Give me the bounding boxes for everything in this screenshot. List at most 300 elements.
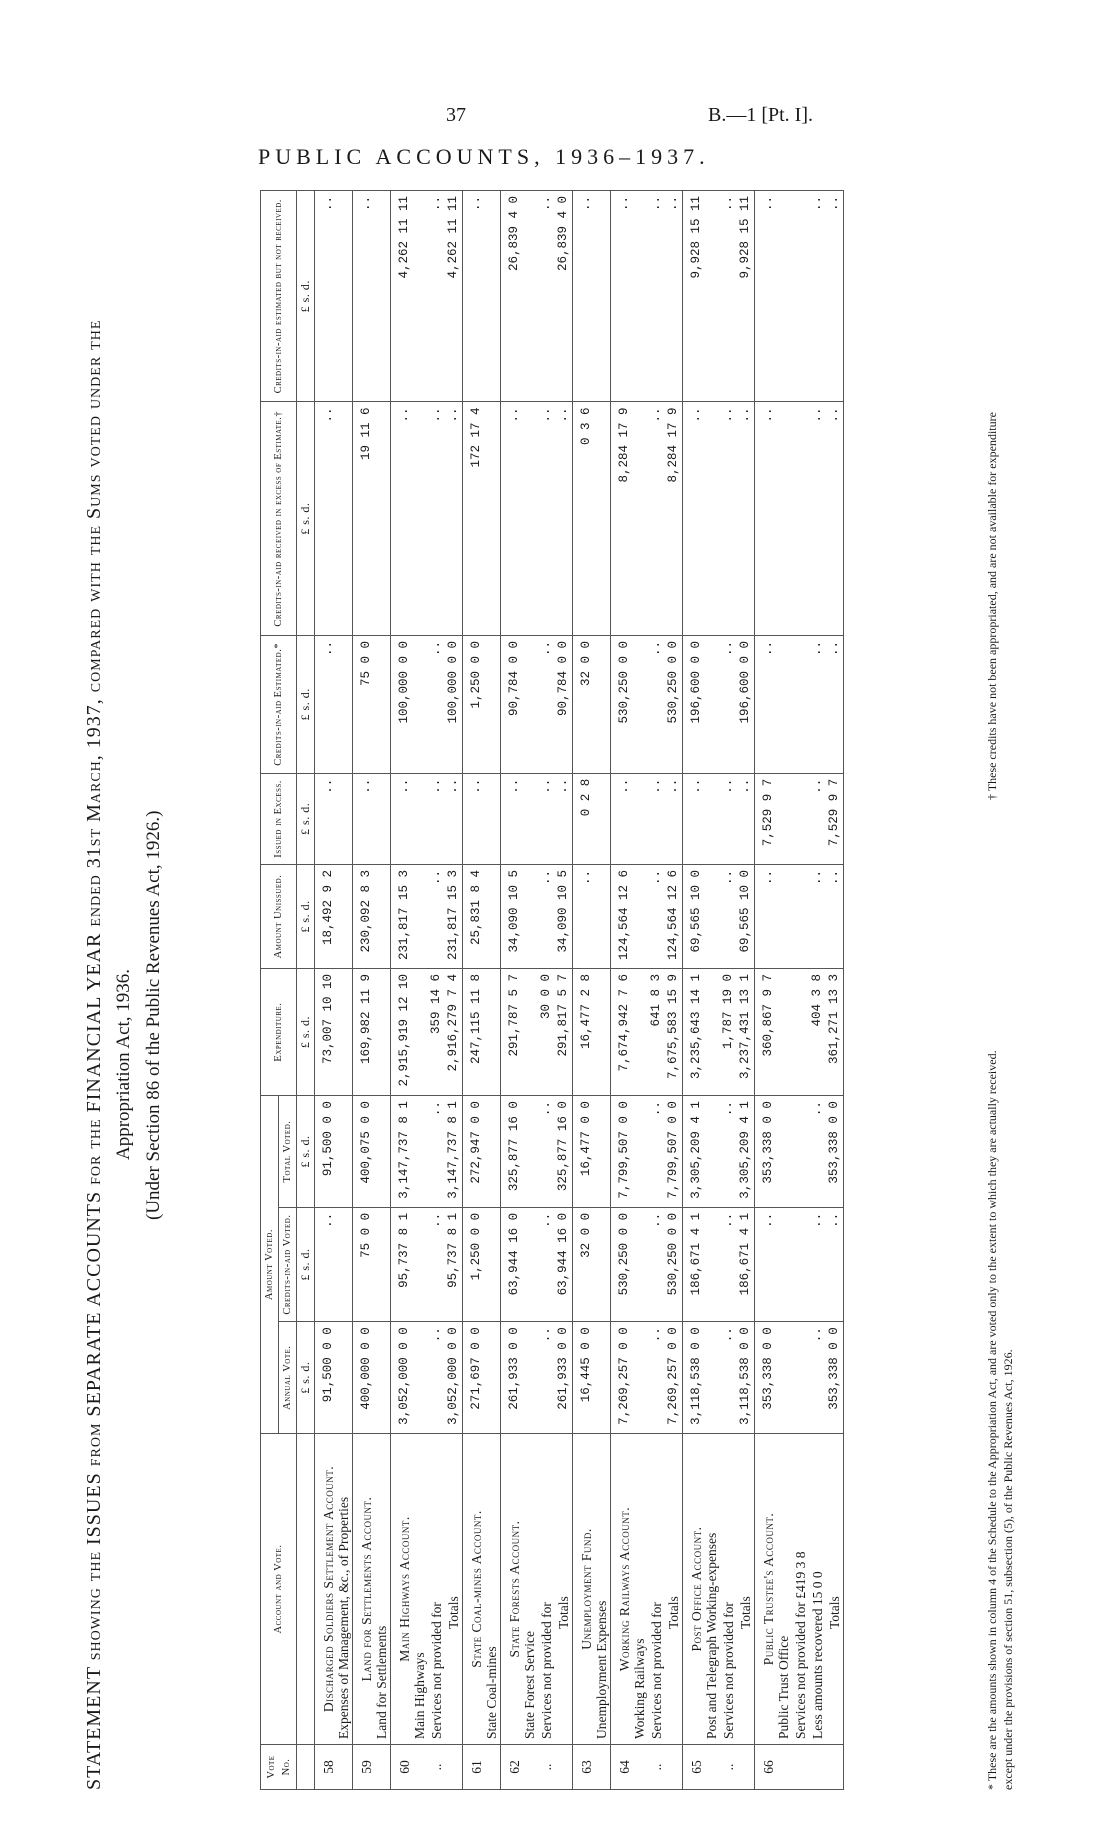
- cia-voted-value: ..: [826, 1207, 844, 1321]
- vote-description: State Coal-mines: [484, 1646, 499, 1739]
- vote-number: [809, 1745, 826, 1790]
- cia-estimated-value: ..: [755, 635, 793, 773]
- vote-number: [555, 1745, 573, 1790]
- totals-label: Totals: [827, 1596, 842, 1629]
- cia-voted-value: 186,671 4 1: [683, 1207, 721, 1321]
- cia-not-received-value: [792, 191, 809, 402]
- units-label: £ s. d.: [297, 968, 315, 1095]
- cia-received-excess-value: ..: [315, 402, 353, 635]
- cia-received-excess-value: ..: [755, 402, 793, 635]
- amount-unissued-value: ..: [538, 865, 555, 969]
- totals-label: Totals: [738, 1596, 753, 1629]
- account-cell: [683, 1434, 721, 1745]
- account-cell: [391, 1434, 429, 1745]
- expenditure-value: 2,916,279 7 4: [445, 968, 463, 1095]
- expenditure-value: 291,817 5 7: [555, 968, 573, 1095]
- cia-not-received-value: 4,262 11 11: [445, 191, 463, 402]
- issued-in-excess-value: ..: [737, 773, 755, 864]
- totals-row: [665, 191, 683, 1790]
- col-amount-voted: Amount Voted.: [261, 1096, 279, 1434]
- cia-voted-value: ..: [428, 1207, 445, 1321]
- total-voted-value: ..: [538, 1096, 555, 1208]
- amount-unissued-value: 18,492 9 2: [315, 865, 353, 969]
- cia-received-excess-value: 8,284 17 9: [611, 402, 649, 635]
- amount-unissued-value: ..: [755, 865, 793, 969]
- expenditure-value: 359 14 6: [428, 968, 445, 1095]
- vote-description: Services not provided for £419 3 8: [793, 1551, 808, 1739]
- vote-description: Services not provided for: [429, 1602, 444, 1739]
- table-row: [683, 191, 721, 1790]
- cia-voted-value: 63,944 16 0: [501, 1207, 539, 1321]
- cia-voted-value: [792, 1207, 809, 1321]
- total-voted-value: 3,147,737 8 1: [445, 1096, 463, 1208]
- footnote-star: * These are the amounts shown in column 4 of the Schedule to the Appropriation Act, and are voted only to the extent to which they are actually received.: [985, 1050, 999, 1790]
- issued-in-excess-value: ..: [428, 773, 445, 864]
- vote-number: ..: [648, 1745, 665, 1790]
- cia-not-received-value: ..: [755, 191, 793, 402]
- totals-row: [737, 191, 755, 1790]
- total-voted-value: ..: [648, 1096, 665, 1208]
- amount-unissued-value: 25,831 8 4: [463, 865, 501, 969]
- cia-received-excess-value: 172 17 4: [463, 402, 501, 635]
- total-voted-value: ..: [809, 1096, 826, 1208]
- vote-number: 62: [501, 1745, 539, 1790]
- account-cell: [648, 1434, 665, 1745]
- amount-unissued-value: ..: [428, 865, 445, 969]
- vote-number: [737, 1745, 755, 1790]
- table-row: [428, 191, 445, 1790]
- total-voted-value: 7,799,507 0 0: [611, 1096, 649, 1208]
- vote-number: [665, 1745, 683, 1790]
- account-cell: [737, 1434, 755, 1745]
- cia-estimated-value: 196,600 0 0: [683, 635, 721, 773]
- annual-vote-value: ..: [720, 1322, 737, 1434]
- col-issued-in-excess: Issued in Excess.: [261, 773, 297, 864]
- cia-not-received-value: ..: [573, 191, 611, 402]
- annual-vote-value: 3,118,538 0 0: [683, 1322, 721, 1434]
- annual-vote-value: 16,445 0 0: [573, 1322, 611, 1434]
- cia-not-received-value: 4,262 11 11: [391, 191, 429, 402]
- amount-unissued-value: 230,092 8 3: [353, 865, 391, 969]
- cia-not-received-value: 9,928 15 11: [737, 191, 755, 402]
- annual-vote-value: 7,269,257 0 0: [665, 1322, 683, 1434]
- cia-estimated-value: 32 0 0: [573, 635, 611, 773]
- total-voted-value: 353,338 0 0: [755, 1096, 793, 1208]
- account-heading: State Coal-mines Account.: [469, 1510, 484, 1668]
- total-voted-value: 325,877 16 0: [501, 1096, 539, 1208]
- table-row: [353, 191, 391, 1790]
- annual-vote-value: ..: [809, 1322, 826, 1434]
- cia-estimated-value: ..: [826, 635, 844, 773]
- totals-label: Totals: [446, 1596, 461, 1629]
- issued-in-excess-value: ..: [683, 773, 721, 864]
- account-cell: [573, 1434, 611, 1745]
- statement-title-act: Appropriation Act, 1936.: [113, 968, 134, 1160]
- vote-description: Land for Settlements: [374, 1625, 389, 1739]
- table-row: [501, 191, 539, 1790]
- vote-number: ..: [538, 1745, 555, 1790]
- issued-in-excess-value: ..: [538, 773, 555, 864]
- cia-estimated-value: ..: [428, 635, 445, 773]
- cia-voted-value: ..: [755, 1207, 793, 1321]
- total-voted-value: 3,147,737 8 1: [391, 1096, 429, 1208]
- expenditure-value: 7,675,583 15 9: [665, 968, 683, 1095]
- table-row: [315, 191, 353, 1790]
- account-cell: [755, 1434, 793, 1745]
- expenditure-value: 291,787 5 7: [501, 968, 539, 1095]
- cia-voted-value: 63,944 16 0: [555, 1207, 573, 1321]
- cia-estimated-value: 100,000 0 0: [391, 635, 429, 773]
- vote-description: Post and Telegraph Working-expenses: [704, 1532, 719, 1739]
- annual-vote-value: 3,118,538 0 0: [737, 1322, 755, 1434]
- total-voted-value: 272,947 0 0: [463, 1096, 501, 1208]
- account-heading: Discharged Soldiers Settlement Account.: [321, 1465, 336, 1713]
- cia-estimated-value: ..: [720, 635, 737, 773]
- issued-in-excess-value: ..: [353, 773, 391, 864]
- total-voted-value: ..: [720, 1096, 737, 1208]
- cia-received-excess-value: ..: [538, 402, 555, 635]
- issued-in-excess-value: [792, 773, 809, 864]
- cia-not-received-value: ..: [353, 191, 391, 402]
- cia-received-excess-value: [792, 402, 809, 635]
- amount-unissued-value: ..: [809, 865, 826, 969]
- units-label: £ s. d.: [297, 865, 315, 969]
- cia-not-received-value: 26,839 4 0: [501, 191, 539, 402]
- cia-received-excess-value: ..: [555, 402, 573, 635]
- vote-description: Services not provided for: [539, 1602, 554, 1739]
- annual-vote-value: 261,933 0 0: [501, 1322, 539, 1434]
- account-heading: Main Highways Account.: [397, 1516, 412, 1662]
- cia-not-received-value: ..: [720, 191, 737, 402]
- issued-in-excess-value: ..: [720, 773, 737, 864]
- vote-number: 59: [353, 1745, 391, 1790]
- units-label: £ s. d.: [297, 635, 315, 773]
- account-heading: Land for Settlements Account.: [359, 1496, 374, 1682]
- cia-estimated-value: 90,784 0 0: [501, 635, 539, 773]
- amount-unissued-value: ..: [648, 865, 665, 969]
- col-amount-unissued: Amount Unissued.: [261, 865, 297, 969]
- vote-number: 66: [755, 1745, 793, 1790]
- annual-vote-value: 400,000 0 0: [353, 1322, 391, 1434]
- table-row: [611, 191, 649, 1790]
- account-heading: State Forests Account.: [507, 1520, 522, 1658]
- cia-estimated-value: ..: [315, 635, 353, 773]
- issued-in-excess-value: ..: [391, 773, 429, 864]
- annual-vote-value: 261,933 0 0: [555, 1322, 573, 1434]
- annual-vote-value: 3,052,000 0 0: [445, 1322, 463, 1434]
- col-account-and-vote: Account and Vote.: [261, 1434, 297, 1745]
- issued-in-excess-value: ..: [648, 773, 665, 864]
- total-voted-value: 400,075 0 0: [353, 1096, 391, 1208]
- vote-number: ..: [720, 1745, 737, 1790]
- vote-description: Public Trust Office: [776, 1635, 791, 1739]
- vote-description: Unemployment Expenses: [594, 1600, 609, 1739]
- vote-description: Less amounts recovered 15 0 0: [810, 1571, 825, 1739]
- issued-in-excess-value: ..: [555, 773, 573, 864]
- col-credits-in-aid-not-received: Credits-in-aid estimated but not received.: [261, 191, 297, 402]
- expenditure-value: [792, 968, 809, 1095]
- cia-voted-value: 1,250 0 0: [463, 1207, 501, 1321]
- table-row: [463, 191, 501, 1790]
- expenditure-value: 361,271 13 3: [826, 968, 844, 1095]
- page-reference: B.—1 [Pt. I].: [708, 104, 813, 126]
- cia-voted-value: 95,737 8 1: [445, 1207, 463, 1321]
- units-label: £ s. d.: [297, 1322, 315, 1434]
- account-cell: [555, 1434, 573, 1745]
- cia-not-received-value: ..: [428, 191, 445, 402]
- account-heading: Public Trustee's Account.: [761, 1512, 776, 1666]
- amount-unissued-value: 69,565 10 0: [737, 865, 755, 969]
- issued-in-excess-value: ..: [463, 773, 501, 864]
- cia-voted-value: 75 0 0: [353, 1207, 391, 1321]
- annual-vote-value: 353,338 0 0: [755, 1322, 793, 1434]
- vote-description: Main Highways: [412, 1652, 427, 1739]
- issued-in-excess-value: ..: [445, 773, 463, 864]
- expenditure-value: 169,982 11 9: [353, 968, 391, 1095]
- col-credits-in-aid-voted: Credits-in-aid Voted.: [279, 1207, 297, 1321]
- account-cell: [463, 1434, 501, 1745]
- vote-number: [445, 1745, 463, 1790]
- table-row: [538, 191, 555, 1790]
- page-number: 37: [446, 104, 466, 126]
- issued-in-excess-value: ..: [665, 773, 683, 864]
- account-cell: [445, 1434, 463, 1745]
- units-label: £ s. d.: [297, 1096, 315, 1208]
- cia-received-excess-value: ..: [391, 402, 429, 635]
- cia-voted-value: ..: [315, 1207, 353, 1321]
- cia-estimated-value: 90,784 0 0: [555, 635, 573, 773]
- col-expenditure: Expenditure.: [261, 968, 297, 1095]
- units-label: £ s. d.: [297, 402, 315, 635]
- cia-estimated-value: ..: [538, 635, 555, 773]
- expenditure-value: 641 8 3: [648, 968, 665, 1095]
- total-voted-value: 7,799,507 0 0: [665, 1096, 683, 1208]
- vote-number: [792, 1745, 809, 1790]
- totals-label: Totals: [556, 1596, 571, 1629]
- expenditure-value: 30 0 0: [538, 968, 555, 1095]
- vote-number: 58: [315, 1745, 353, 1790]
- total-voted-value: 16,477 0 0: [573, 1096, 611, 1208]
- annual-vote-value: 3,052,000 0 0: [391, 1322, 429, 1434]
- account-cell: [501, 1434, 539, 1745]
- amount-unissued-value: 231,817 15 3: [391, 865, 429, 969]
- account-cell: [665, 1434, 683, 1745]
- cia-estimated-value: 75 0 0: [353, 635, 391, 773]
- cia-voted-value: 530,250 0 0: [665, 1207, 683, 1321]
- cia-received-excess-value: ..: [809, 402, 826, 635]
- cia-estimated-value: ..: [809, 635, 826, 773]
- issues-table: [260, 190, 844, 1790]
- issued-in-excess-value: 7,529 9 7: [755, 773, 793, 864]
- cia-estimated-value: 1,250 0 0: [463, 635, 501, 773]
- annual-vote-value: 353,338 0 0: [826, 1322, 844, 1434]
- annual-vote-value: 271,697 0 0: [463, 1322, 501, 1434]
- units-label: £ s. d.: [297, 191, 315, 402]
- cia-voted-value: 95,737 8 1: [391, 1207, 429, 1321]
- vote-description: Services not provided for: [721, 1602, 736, 1739]
- units-spacer: [297, 1745, 315, 1790]
- cia-not-received-value: ..: [538, 191, 555, 402]
- vote-number: [826, 1745, 844, 1790]
- annual-vote-value: [792, 1322, 809, 1434]
- table-row: [792, 191, 809, 1790]
- amount-unissued-value: ..: [826, 865, 844, 969]
- account-cell: [428, 1434, 445, 1745]
- cia-not-received-value: ..: [665, 191, 683, 402]
- account-cell: [809, 1434, 826, 1745]
- vote-number: ..: [428, 1745, 445, 1790]
- expenditure-value: 360,867 9 7: [755, 968, 793, 1095]
- cia-received-excess-value: ..: [826, 402, 844, 635]
- cia-received-excess-value: ..: [737, 402, 755, 635]
- issued-in-excess-value: ..: [809, 773, 826, 864]
- cia-not-received-value: ..: [463, 191, 501, 402]
- expenditure-value: 7,674,942 7 6: [611, 968, 649, 1095]
- vote-number: 64: [611, 1745, 649, 1790]
- units-label: £ s. d.: [297, 1207, 315, 1321]
- total-voted-value: 353,338 0 0: [826, 1096, 844, 1208]
- cia-estimated-value: 530,250 0 0: [665, 635, 683, 773]
- expenditure-value: 73,007 10 10: [315, 968, 353, 1095]
- statement-subtitle: (Under Section 86 of the Public Revenues Act, 1926.): [143, 810, 164, 1220]
- annual-vote-value: ..: [648, 1322, 665, 1434]
- table-row: [809, 191, 826, 1790]
- amount-unissued-value: 124,564 12 6: [611, 865, 649, 969]
- account-heading: Unemployment Fund.: [579, 1528, 594, 1650]
- cia-estimated-value: 530,250 0 0: [611, 635, 649, 773]
- cia-received-excess-value: 8,284 17 9: [665, 402, 683, 635]
- amount-unissued-value: 34,090 10 5: [555, 865, 573, 969]
- issued-in-excess-value: ..: [315, 773, 353, 864]
- cia-received-excess-value: 19 11 6: [353, 402, 391, 635]
- total-voted-value: 325,877 16 0: [555, 1096, 573, 1208]
- issued-in-excess-value: ..: [611, 773, 649, 864]
- col-vote-no: Vote No.: [261, 1745, 297, 1790]
- total-voted-value: ..: [428, 1096, 445, 1208]
- annual-vote-value: ..: [428, 1322, 445, 1434]
- units-label: £ s. d.: [297, 773, 315, 864]
- cia-voted-value: 32 0 0: [573, 1207, 611, 1321]
- total-voted-value: [792, 1096, 809, 1208]
- totals-label: Totals: [666, 1596, 681, 1629]
- cia-received-excess-value: ..: [428, 402, 445, 635]
- table-row: [391, 191, 429, 1790]
- cia-received-excess-value: ..: [501, 402, 539, 635]
- issued-in-excess-value: 7,529 9 7: [826, 773, 844, 864]
- cia-estimated-value: ..: [648, 635, 665, 773]
- amount-unissued-value: 124,564 12 6: [665, 865, 683, 969]
- table-row: [648, 191, 665, 1790]
- col-annual-vote: Annual Vote.: [279, 1322, 297, 1434]
- amount-unissued-value: 231,817 15 3: [445, 865, 463, 969]
- cia-received-excess-value: ..: [648, 402, 665, 635]
- totals-row: [555, 191, 573, 1790]
- amount-unissued-value: ..: [573, 865, 611, 969]
- table-body: [315, 191, 844, 1790]
- cia-received-excess-value: 0 3 6: [573, 402, 611, 635]
- account-heading: Working Railways Account.: [617, 1506, 632, 1672]
- table-row: [755, 191, 793, 1790]
- units-spacer: [297, 1434, 315, 1745]
- annual-vote-value: 7,269,257 0 0: [611, 1322, 649, 1434]
- account-cell: [720, 1434, 737, 1745]
- vote-description: State Forest Service: [522, 1631, 537, 1739]
- annual-vote-value: 91,500 0 0: [315, 1322, 353, 1434]
- cia-voted-value: 530,250 0 0: [611, 1207, 649, 1321]
- amount-unissued-value: ..: [720, 865, 737, 969]
- table-row: [720, 191, 737, 1790]
- expenditure-value: 1,787 19 0: [720, 968, 737, 1095]
- account-cell: [826, 1434, 844, 1745]
- cia-not-received-value: 26,839 4 0: [555, 191, 573, 402]
- cia-estimated-value: 196,600 0 0: [737, 635, 755, 773]
- totals-row: [445, 191, 463, 1790]
- vote-description: Expenses of Management, &c., of Properties: [336, 1496, 351, 1739]
- vote-number: 61: [463, 1745, 501, 1790]
- cia-estimated-value: 100,000 0 0: [445, 635, 463, 773]
- annual-vote-value: ..: [538, 1322, 555, 1434]
- footnote-dagger: † These credits have not been appropriated, and are not available for expenditure: [985, 412, 999, 800]
- vote-number: 63: [573, 1745, 611, 1790]
- issued-in-excess-value: 0 2 8: [573, 773, 611, 864]
- table-row: [573, 191, 611, 1790]
- account-cell: [538, 1434, 555, 1745]
- rotated-statement: [75, 180, 1045, 1800]
- expenditure-value: 404 3 8: [809, 968, 826, 1095]
- account-cell: [611, 1434, 649, 1745]
- cia-estimated-value: [792, 635, 809, 773]
- total-voted-value: 3,305,209 4 1: [683, 1096, 721, 1208]
- cia-received-excess-value: ..: [445, 402, 463, 635]
- cia-not-received-value: 9,928 15 11: [683, 191, 721, 402]
- footnote-star-continued: except under the provisions of section 51, subsection (5), of the Public Revenues Act, 1926.: [1001, 1349, 1015, 1790]
- expenditure-value: 16,477 2 8: [573, 968, 611, 1095]
- expenditure-value: 2,915,919 12 10: [391, 968, 429, 1095]
- account-cell: [353, 1434, 391, 1745]
- cia-received-excess-value: ..: [683, 402, 721, 635]
- vote-number: 60: [391, 1745, 429, 1790]
- cia-not-received-value: ..: [826, 191, 844, 402]
- vote-number: 65: [683, 1745, 721, 1790]
- col-total-voted: Total Voted.: [279, 1096, 297, 1208]
- cia-not-received-value: ..: [315, 191, 353, 402]
- total-voted-value: 3,305,209 4 1: [737, 1096, 755, 1208]
- cia-voted-value: 186,671 4 1: [737, 1207, 755, 1321]
- amount-unissued-value: 34,090 10 5: [501, 865, 539, 969]
- col-credits-in-aid-received-excess: Credits-in-aid received in excess of Estimate.†: [261, 402, 297, 635]
- cia-voted-value: ..: [538, 1207, 555, 1321]
- vote-description: Working Railways: [632, 1638, 647, 1739]
- cia-voted-value: ..: [648, 1207, 665, 1321]
- cia-voted-value: ..: [720, 1207, 737, 1321]
- cia-not-received-value: ..: [648, 191, 665, 402]
- totals-row: [826, 191, 844, 1790]
- account-cell: [792, 1434, 809, 1745]
- cia-not-received-value: ..: [611, 191, 649, 402]
- statement-title: STATEMENT showing the ISSUES from SEPARATE ACCOUNTS for the FINANCIAL YEAR ended 31st March, 1937, compared with the Sums voted under the: [83, 319, 105, 1790]
- account-cell: [315, 1434, 353, 1745]
- total-voted-value: 91,500 0 0: [315, 1096, 353, 1208]
- amount-unissued-value: [792, 865, 809, 969]
- running-title: PUBLIC ACCOUNTS, 1936–1937.: [258, 144, 710, 169]
- vote-description: Services not provided for: [649, 1602, 664, 1739]
- expenditure-value: 247,115 11 8: [463, 968, 501, 1095]
- issued-in-excess-value: ..: [501, 773, 539, 864]
- amount-unissued-value: 69,565 10 0: [683, 865, 721, 969]
- cia-received-excess-value: ..: [720, 402, 737, 635]
- account-heading: Post Office Account.: [689, 1526, 704, 1652]
- cia-not-received-value: ..: [809, 191, 826, 402]
